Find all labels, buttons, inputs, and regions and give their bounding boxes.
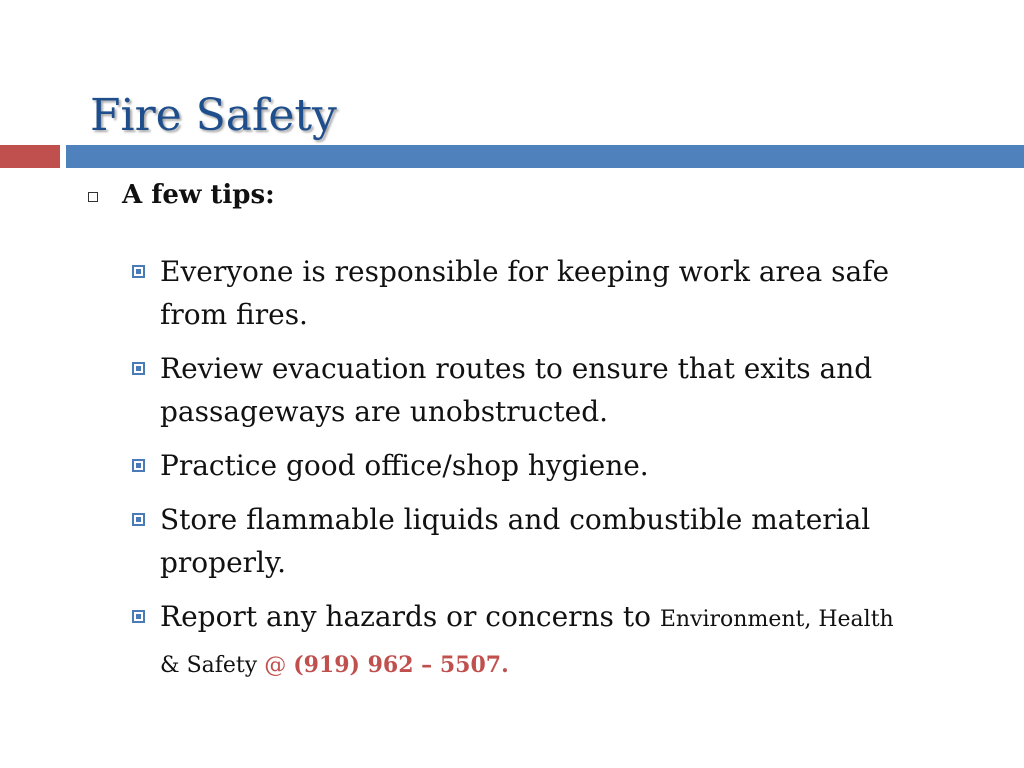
tip-report-at: @ <box>264 653 294 678</box>
accent-blue-rect <box>66 145 1024 168</box>
title-accent-blue-bar <box>66 145 1024 168</box>
tip-report-phone: (919) 962 – 5507. <box>293 652 509 678</box>
title-accent-red-bar <box>0 145 60 168</box>
slide-title: Fire Safety <box>90 90 337 141</box>
square-bullet-icon <box>132 444 145 487</box>
tip-item <box>130 347 910 433</box>
tip-text: Practice good office/shop hygiene. <box>160 449 649 482</box>
tip-text: Everyone is responsible for keeping work area safe from fires. <box>160 255 890 331</box>
section-heading-row <box>88 180 275 210</box>
tip-item <box>130 250 910 336</box>
hollow-square-bullet-icon <box>88 192 98 202</box>
tip-item-report <box>130 595 910 687</box>
tip-report-org: Environment, Health & Safety <box>160 607 894 678</box>
tip-report-lead: Report any hazards or concerns to <box>160 600 660 633</box>
tip-item <box>130 498 910 584</box>
tip-item <box>130 444 910 487</box>
square-bullet-icon <box>132 347 145 390</box>
section-heading: A few tips: <box>122 180 275 210</box>
tip-text: Store flammable liquids and combustible material properly. <box>160 503 871 579</box>
accent-red-rect <box>0 145 60 168</box>
square-bullet-icon <box>132 250 145 293</box>
square-bullet-icon <box>132 595 145 638</box>
tips-list <box>130 250 910 698</box>
tip-text: Review evacuation routes to ensure that exits and passageways are unobstructed. <box>160 352 873 428</box>
square-bullet-icon <box>132 498 145 541</box>
